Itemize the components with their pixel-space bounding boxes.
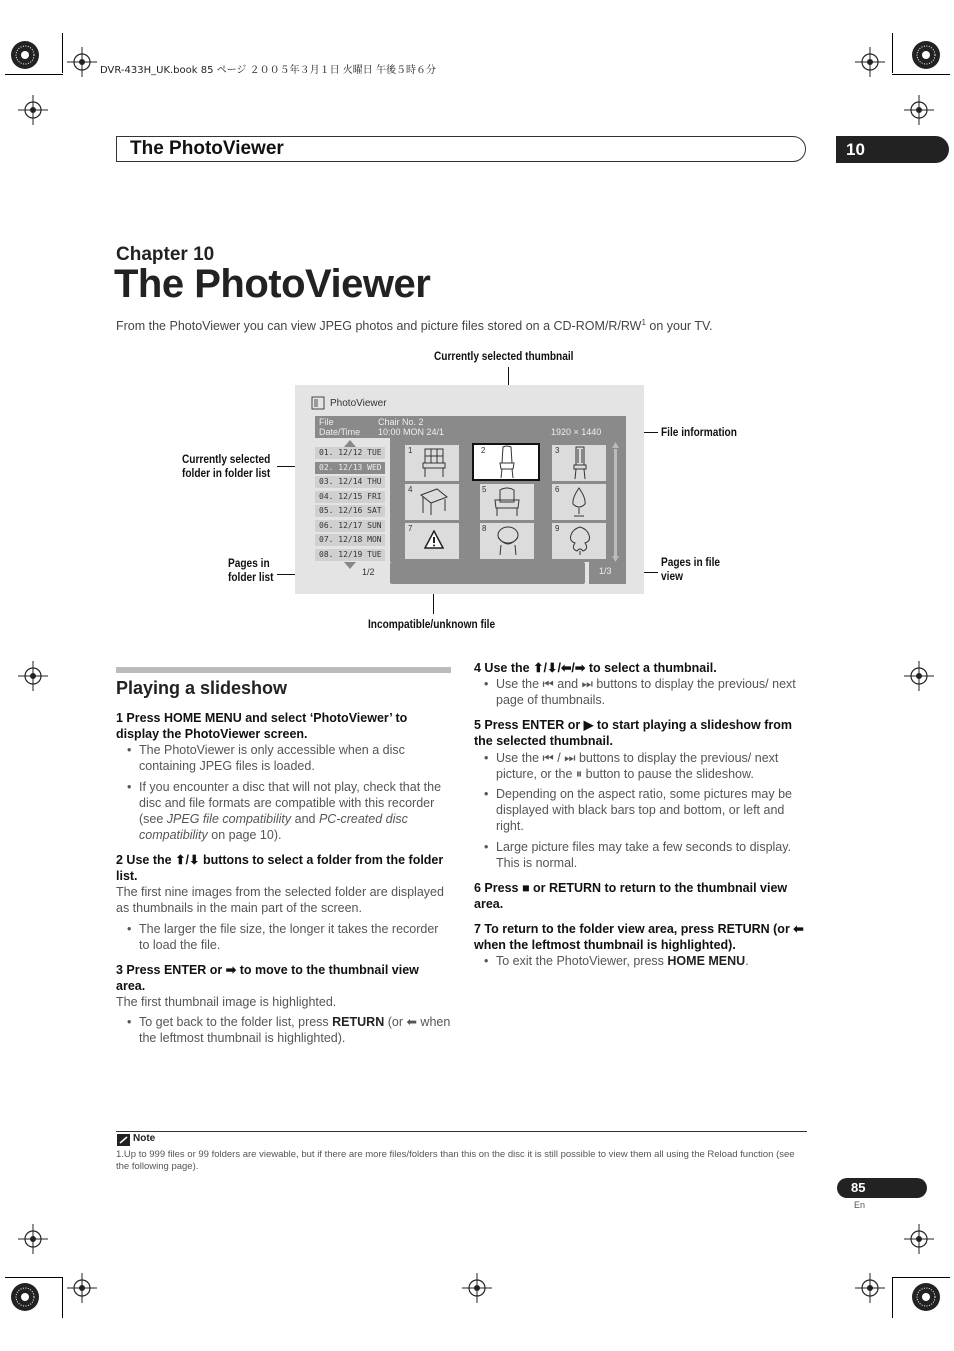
crop-line — [892, 33, 893, 73]
folder-item-selected[interactable]: 02. 12/13 WED — [315, 462, 385, 474]
folder-item[interactable]: 04. 12/15 FRI — [315, 491, 385, 503]
warning-icon — [424, 530, 444, 550]
callout-line: folder list — [228, 572, 274, 584]
step-6: 6 Press ■ or RETURN to return to the thumbnail view area. — [474, 881, 788, 911]
flower-chair-picture-icon — [567, 525, 593, 557]
bullet-text: To get back to the folder list, press — [139, 1015, 333, 1029]
page-language: En — [854, 1200, 866, 1210]
folder-list — [315, 447, 385, 561]
thumb-number: 2 — [481, 446, 486, 455]
crosshair-mark-icon — [18, 1224, 48, 1254]
button-name: HOME MENU — [667, 954, 746, 968]
step-5: 5 Press ENTER or ▶ to start playing a slideshow from the selected thumbnail. — [474, 718, 793, 748]
bullet-text: If you encounter a disc that will not play, check that the disc and file formats are compatible with this recorder (see — [139, 780, 442, 826]
step-2 — [116, 852, 451, 884]
step-text: 2 Use the — [116, 853, 176, 867]
arrow-keys-icon: ⬆/⬇/⬅/➡ — [533, 661, 586, 675]
step-text: 4 Use the — [474, 661, 534, 675]
folder-page-indicator: 1/2 — [362, 567, 375, 577]
intro-text: From the PhotoViewer you can view JPEG photos and picture files stored on a CD-ROM/R/RW — [116, 319, 642, 334]
crosshair-mark-icon — [462, 1273, 492, 1303]
step-7-bullet — [474, 953, 808, 969]
down-arrow-icon — [344, 562, 356, 569]
crop-line — [62, 1278, 63, 1318]
step-4 — [474, 660, 808, 676]
starburst-mark-icon — [10, 40, 40, 70]
callout-file-information: File information — [661, 427, 737, 439]
table-picture-icon — [417, 487, 449, 517]
step-4-bullet: • Use the ⏮ and ⏭ buttons to display the previous/ next page of thumbnails. — [474, 676, 808, 708]
step-text: buttons to select a folder from the folder list. — [116, 853, 444, 883]
callout-incompatible: Incompatible/unknown file — [368, 619, 496, 631]
crosshair-mark-icon — [904, 661, 934, 691]
armchair-picture-icon — [492, 486, 522, 518]
step-5-bullet: • Use the ⏮ / ⏭ buttons to display the previous/ next picture, or the ⏸ button to pause the slideshow. — [474, 750, 808, 782]
thumb-number: 6 — [555, 485, 560, 494]
step-3-paragraph: The first thumbnail image is highlighted. — [116, 995, 337, 1009]
print-header: DVR-433H_UK.book 85 ページ ２００５年３月１日 火曜日 午後５時６分 — [100, 65, 436, 76]
xref-jpeg: JPEG file compatibility — [166, 812, 292, 826]
thumb-number: 9 — [555, 524, 560, 533]
crosshair-mark-icon — [18, 661, 48, 691]
step-3-bullet — [117, 1014, 452, 1046]
file-value: Chair No. 2 — [378, 417, 424, 427]
date-value: 10:00 MON 24/1 — [378, 427, 445, 437]
file-page-indicator: 1/3 — [599, 566, 612, 576]
button-name: RETURN — [332, 1015, 385, 1029]
crosshair-mark-icon — [67, 47, 97, 77]
crop-line — [5, 1277, 63, 1278]
bullet-text: and — [291, 812, 319, 826]
step-2-bullet: • The larger the file size, the longer it takes the recorder to load the file. — [117, 921, 452, 953]
step-1-bullet — [117, 779, 452, 843]
callout-line: Pages in — [228, 558, 270, 570]
thumb-number: 4 — [408, 485, 413, 494]
crop-line — [892, 1278, 893, 1318]
chair-picture-icon — [496, 445, 518, 479]
step-3 — [116, 962, 451, 994]
scroll-up-icon — [612, 442, 619, 448]
thumb-number: 1 — [408, 446, 413, 455]
callout-line: Currently selected — [182, 454, 271, 466]
step-text: 3 Press ENTER or — [116, 963, 226, 977]
chapter-label: Chapter 10 — [116, 244, 215, 265]
file-label: File — [319, 417, 334, 427]
callout-selected-thumbnail: Currently selected thumbnail — [434, 351, 574, 363]
step-5-bullet: • Depending on the aspect ratio, some pictures may be displayed with black bars top and bottom, or left and right. — [474, 786, 808, 834]
callout-line: view — [661, 571, 683, 583]
note-text: 1.Up to 999 files or 99 folders are viewable, but if there are more files/folders than this on the disc it is still possible to view them all using the Reload function (see the following page). — [116, 1149, 795, 1172]
bullet-text: (or ⬅ when the leftmost thumbnail is highlighted). — [139, 1015, 451, 1045]
callout-selected-folder — [182, 453, 270, 481]
starburst-mark-icon — [911, 1282, 941, 1312]
folder-item[interactable]: 07. 12/18 MON — [315, 534, 385, 546]
step-1-bullet: • The PhotoViewer is only accessible when a disc containing JPEG files is loaded. — [117, 742, 452, 774]
crosshair-mark-icon — [67, 1273, 97, 1303]
chair-picture-icon — [572, 446, 588, 480]
crop-line — [892, 74, 950, 75]
round-chair-picture-icon — [494, 525, 522, 557]
xref-pc-created: PC-created disc compatibility — [139, 812, 408, 842]
date-label: Date/Time — [319, 427, 361, 437]
note-label: Note — [133, 1133, 156, 1144]
starburst-mark-icon — [10, 1282, 40, 1312]
step-2-paragraph: The first nine images from the selected folder are displayed as thumbnails in the main part of the screen. — [116, 885, 444, 915]
folder-item[interactable]: 05. 12/16 SAT — [315, 505, 385, 517]
chapter-number-tab: 10 — [836, 136, 949, 163]
step-1: 1 Press HOME MENU and select ‘PhotoViewer’ to display the PhotoViewer screen. — [116, 711, 408, 741]
page-number: 85 — [837, 1178, 927, 1198]
resolution: 1920 × 1440 — [551, 427, 602, 437]
bullet-text: To exit the PhotoViewer, press — [496, 954, 668, 968]
intro-text-after: on your TV. — [645, 319, 713, 334]
crosshair-mark-icon — [855, 1273, 885, 1303]
chapter-title: The PhotoViewer — [114, 262, 431, 306]
section-rule — [116, 667, 451, 673]
crosshair-mark-icon — [904, 1224, 934, 1254]
note-pencil-icon — [117, 1134, 130, 1146]
right-arrow-icon: ➡ — [225, 963, 237, 977]
scrollbar[interactable] — [614, 449, 617, 559]
step-text: to select a thumbnail. — [585, 661, 717, 675]
footnote-ref: 1 — [641, 318, 646, 327]
bullet-text: on page 10). — [207, 828, 282, 842]
status-bar — [390, 562, 585, 584]
thumb-number: 3 — [555, 446, 560, 455]
up-down-arrow-icon: ⬆/⬇ — [175, 853, 200, 867]
screen-title: PhotoViewer — [330, 398, 387, 409]
callout-line: Pages in file — [661, 557, 721, 569]
callout-line: folder in folder list — [182, 468, 271, 480]
note-rule — [116, 1131, 807, 1132]
folder-item[interactable]: 06. 12/17 SUN — [315, 520, 385, 532]
starburst-mark-icon — [911, 40, 941, 70]
folder-item[interactable]: 03. 12/14 THU — [315, 476, 385, 488]
crosshair-mark-icon — [18, 95, 48, 125]
crop-line — [62, 33, 63, 73]
thumb-number: 5 — [482, 485, 487, 494]
up-arrow-icon — [344, 440, 356, 447]
step-7: 7 To return to the folder view area, press RETURN (or ⬅ when the leftmost thumbnail is highlighted). — [474, 922, 804, 952]
intro-paragraph — [116, 318, 713, 333]
thumb-number: 7 — [408, 524, 413, 533]
crop-line — [892, 1277, 950, 1278]
step-5-bullet: • Large picture files may take a few seconds to display. This is normal. — [474, 839, 808, 871]
crosshair-mark-icon — [855, 47, 885, 77]
step-text: to move to the thumbnail view area. — [116, 963, 419, 993]
folder-item[interactable]: 08. 12/19 TUE — [315, 549, 385, 561]
thumb-number: 8 — [482, 524, 487, 533]
photoviewer-logo-icon — [311, 396, 325, 410]
section-title: Playing a slideshow — [116, 678, 288, 698]
callout-pages-file — [661, 556, 720, 584]
lamp-picture-icon — [568, 486, 590, 518]
crop-line — [5, 74, 63, 75]
running-header-title: The PhotoViewer — [130, 138, 284, 159]
chair-picture-icon — [421, 447, 447, 479]
callout-pages-folder — [228, 557, 274, 585]
folder-item[interactable]: 01. 12/12 TUE — [315, 447, 385, 459]
crosshair-mark-icon — [904, 95, 934, 125]
bullet-text: . — [745, 954, 749, 968]
